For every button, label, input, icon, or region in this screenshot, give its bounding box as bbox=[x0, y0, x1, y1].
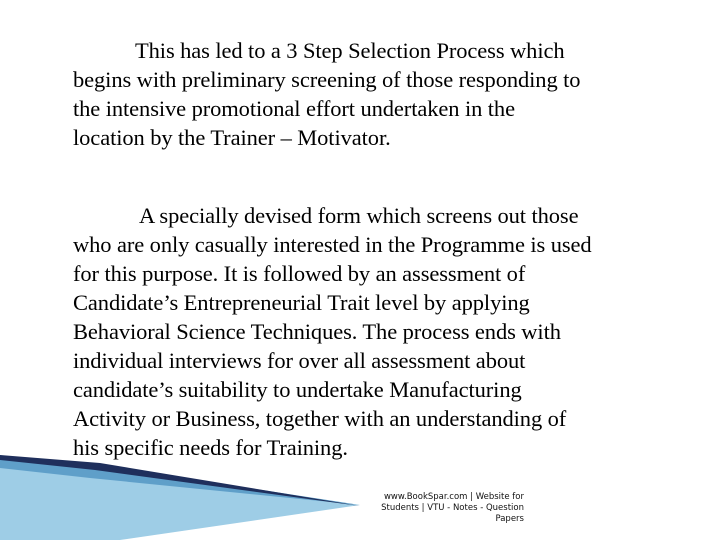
footer-line: Students | VTU - Notes - Question bbox=[381, 503, 524, 513]
text-line: Candidate’s Entrepreneurial Trait level by applying bbox=[73, 290, 530, 315]
text-line: Behavioral Science Techniques. The process ends with bbox=[73, 319, 561, 344]
text-line: Activity or Business, together with an understanding of bbox=[73, 406, 567, 431]
paragraph-screening-form bbox=[73, 201, 713, 462]
text-line: for this purpose. It is followed by an assessment of bbox=[73, 261, 526, 286]
footer-line: Papers bbox=[495, 514, 524, 524]
footer-line: www.BookSpar.com | Website for bbox=[383, 492, 524, 502]
text-line: individual interviews for over all assessment about bbox=[73, 348, 526, 373]
text-line: location by the Trainer – Motivator. bbox=[73, 125, 391, 150]
text-line: who are only casually interested in the Programme is used bbox=[73, 232, 592, 257]
footer-watermark bbox=[340, 492, 524, 525]
paragraph-selection-process bbox=[73, 36, 713, 152]
text-line: his specific needs for Training. bbox=[73, 435, 348, 460]
text-line: A specially devised form which screens out those bbox=[139, 203, 579, 228]
text-line: candidate’s suitability to undertake Manufacturing bbox=[73, 377, 522, 402]
text-line: This has led to a 3 Step Selection Process which bbox=[135, 38, 565, 63]
text-line: the intensive promotional effort undertaken in the bbox=[73, 96, 515, 121]
text-line: begins with preliminary screening of those responding to bbox=[73, 67, 581, 92]
